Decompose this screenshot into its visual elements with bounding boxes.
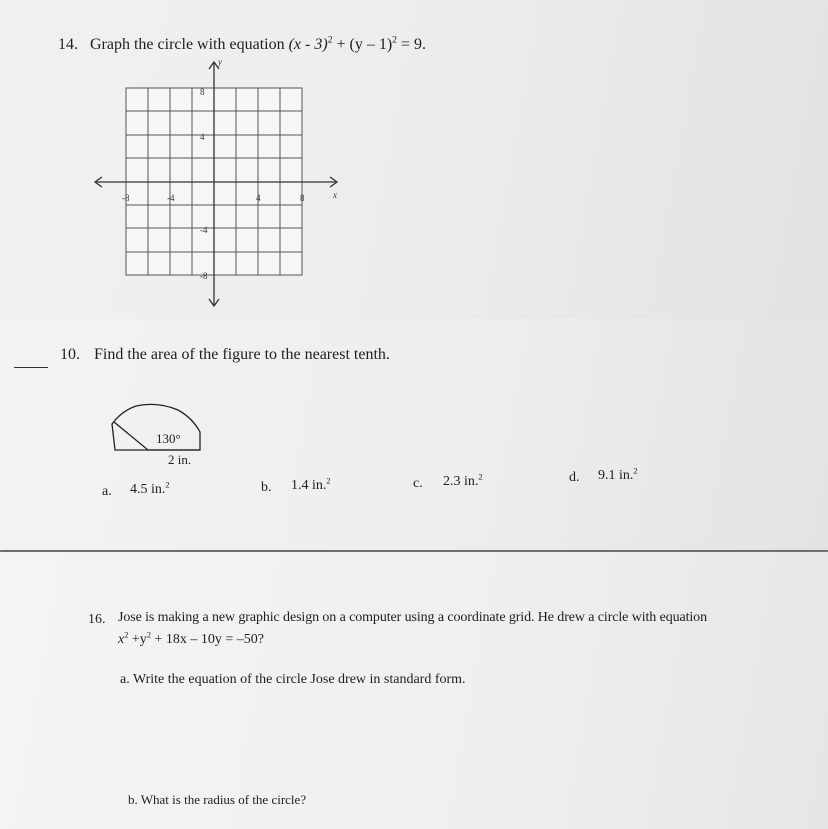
choice-c-value: 2.3 in. [443, 474, 479, 489]
q16-eq-c: + 18x – 10y = –50? [151, 632, 265, 647]
y-axis-label: y [218, 57, 222, 67]
radius-label: 2 in. [168, 452, 192, 467]
y-tick-label: 4 [200, 132, 205, 142]
x-tick-label: 8 [300, 193, 305, 203]
choice-a[interactable] [130, 482, 170, 498]
angle-label: 130° [156, 431, 181, 446]
q14-eq-exp2: 2 [392, 34, 397, 46]
q10-prompt: Find the area of the figure to the nearest tenth. [94, 346, 390, 363]
choice-a-value: 4.5 in. [130, 482, 166, 497]
worksheet-page-middle [0, 318, 828, 550]
q14-prompt-text: Graph the circle with equation [90, 36, 289, 53]
choice-c-letter: c. [413, 476, 423, 491]
choice-d[interactable] [598, 468, 638, 484]
q14-eq-end: = 9. [396, 36, 426, 53]
choice-d-letter: d. [569, 470, 580, 485]
choice-c-exp: 2 [478, 472, 483, 482]
q10-number: 10. [60, 346, 80, 363]
y-tick-label: 8 [200, 87, 205, 97]
x-tick-label: -8 [122, 193, 130, 203]
worksheet-page-bottom [0, 552, 828, 829]
answer-blank-line[interactable] [14, 367, 48, 368]
y-tick-label: -8 [200, 271, 208, 281]
q14-prompt [90, 36, 426, 54]
choice-b-letter: b. [261, 480, 272, 495]
q14-number: 14. [58, 36, 78, 53]
q16-part-b: b. What is the radius of the circle? [128, 792, 307, 807]
choice-b-value: 1.4 in. [291, 478, 327, 493]
x-tick-label: -4 [167, 193, 175, 203]
q16-eq-exp2: 2 [146, 630, 151, 640]
q16-part-a: a. Write the equation of the circle Jose drew in standard form. [120, 672, 466, 687]
choice-c[interactable] [443, 474, 483, 490]
choice-d-value: 9.1 in. [598, 468, 634, 483]
worksheet-page-top [0, 0, 828, 330]
q14-eq-exp1: 2 [327, 34, 333, 46]
q16-equation [118, 632, 264, 648]
coordinate-grid[interactable] [90, 55, 350, 315]
y-tick-label: -4 [200, 225, 208, 235]
x-axis-label: x [333, 190, 337, 200]
choice-d-exp: 2 [633, 466, 638, 476]
q16-eq-a: x [118, 632, 125, 647]
choice-b-exp: 2 [326, 476, 331, 486]
q16-prompt: Jose is making a new graphic design on a computer using a coordinate grid. He drew a circle with equation [118, 610, 707, 625]
choice-a-letter: a. [102, 484, 112, 499]
choice-a-exp: 2 [165, 480, 170, 490]
q16-eq-exp1: 2 [124, 630, 129, 640]
q14-eq-plus: + (y – 1) [332, 36, 393, 53]
q16-number: 16. [88, 612, 106, 627]
choice-b[interactable] [291, 478, 331, 494]
q16-eq-b: +y [128, 632, 147, 647]
q14-eq-x: (x - 3) [288, 36, 328, 53]
x-tick-label: 4 [256, 193, 261, 203]
